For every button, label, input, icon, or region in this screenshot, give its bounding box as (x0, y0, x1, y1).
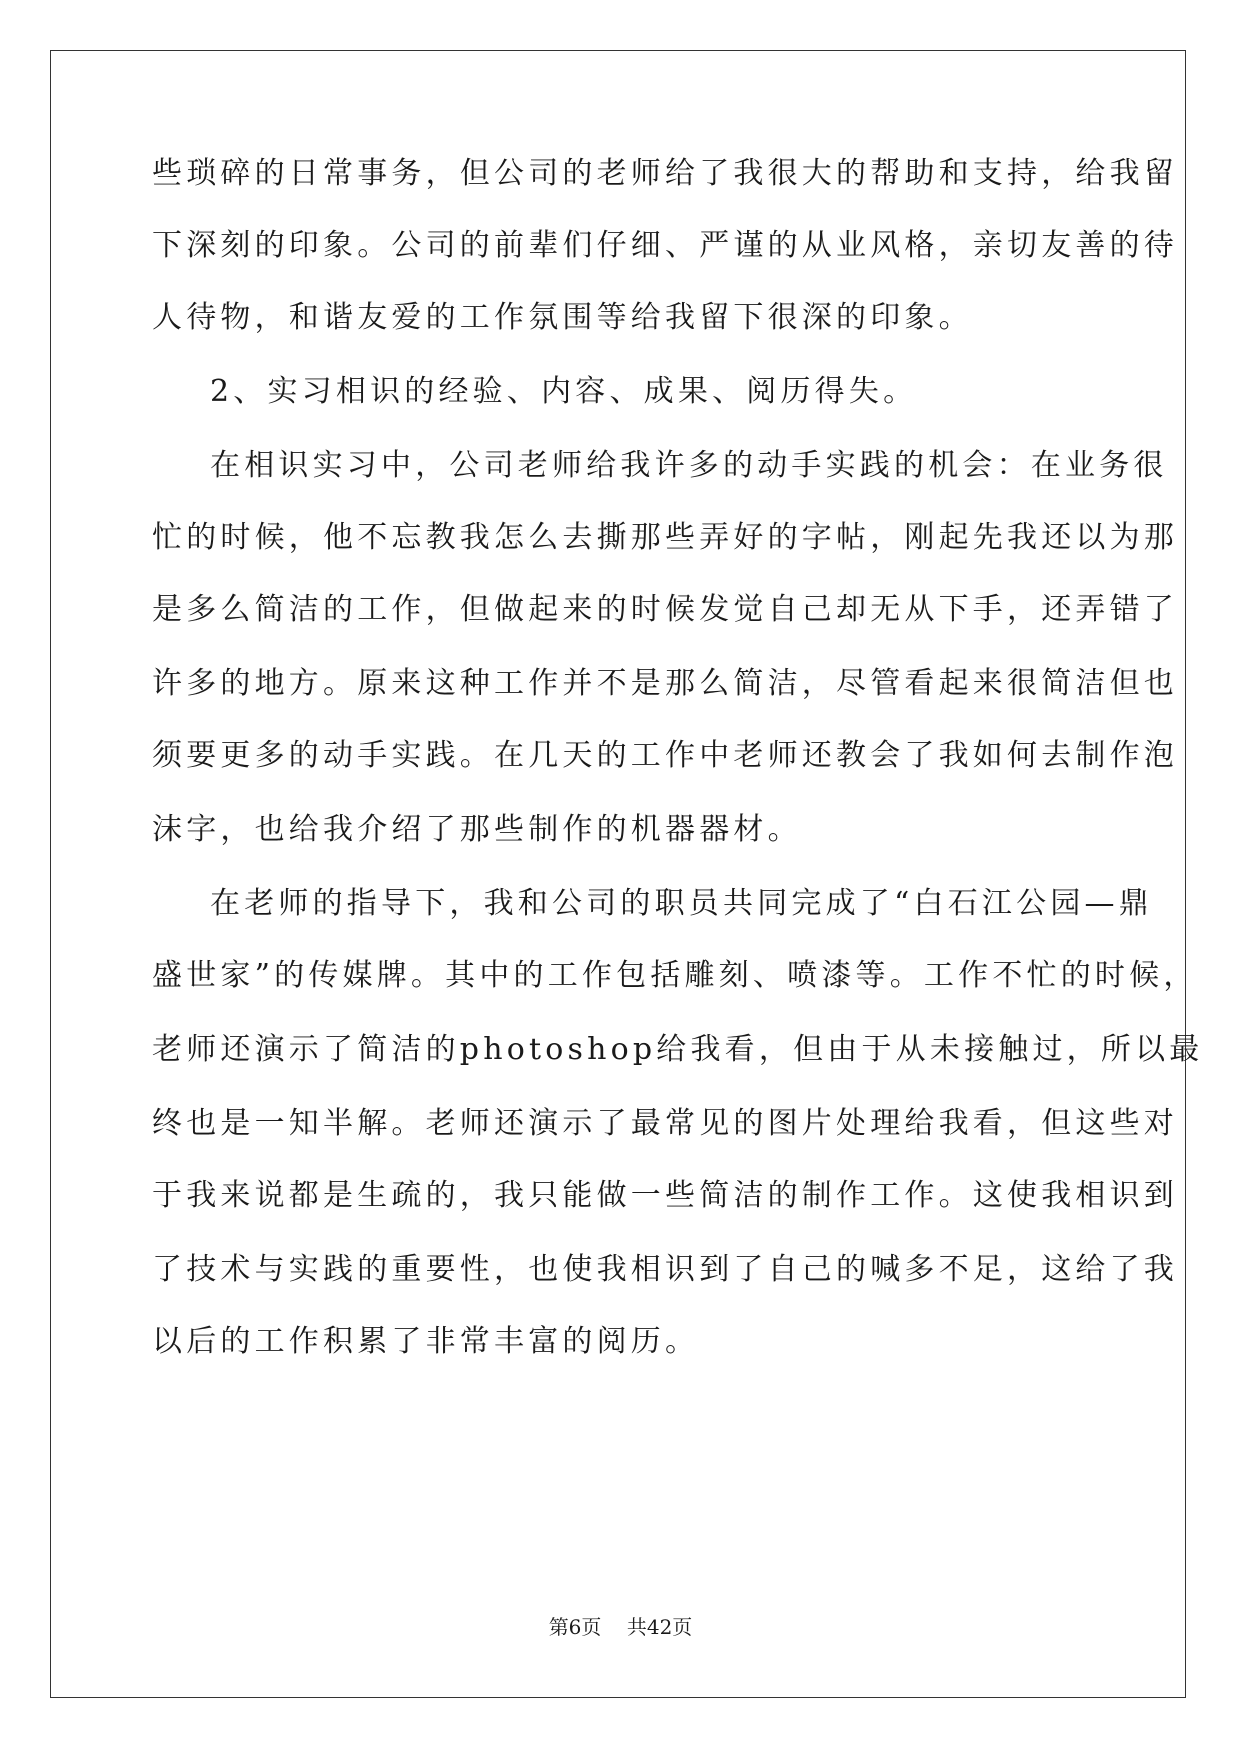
body-text-line: 老师还演示了简洁的photoshop给我看，但由于从未接触过，所以最 (152, 1032, 1204, 1067)
body-text-line: 终也是一知半解。老师还演示了最常见的图片处理给我看，但这些对 (152, 1106, 1178, 1141)
body-text-line: 须要更多的动手实践。在几天的工作中老师还教会了我如何去制作泡 (152, 738, 1178, 773)
section-heading: 2、实习相识的经验、内容、成果、阅历得失。 (210, 374, 918, 409)
body-text-line: 人待物，和谐友爱的工作氛围等给我留下很深的印象。 (152, 300, 973, 335)
body-text-line: 在相识实习中，公司老师给我许多的动手实践的机会：在业务很 (210, 448, 1168, 483)
body-text-line: 是多么简洁的工作，但做起来的时候发觉自己却无从下手，还弄错了 (152, 592, 1178, 627)
body-text-line: 下深刻的印象。公司的前辈们仔细、严谨的从业风格，亲切友善的待 (152, 228, 1178, 263)
body-text-line: 盛世家”的传媒牌。其中的工作包括雕刻、喷漆等。工作不忙的时候， (152, 958, 1198, 993)
body-text-line: 于我来说都是生疏的，我只能做一些简洁的制作工作。这使我相识到 (152, 1178, 1178, 1213)
body-text-line: 许多的地方。原来这种工作并不是那么简洁，尽管看起来很简洁但也 (152, 666, 1178, 701)
body-text-line: 忙的时候，他不忘教我怎么去撕那些弄好的字帖，刚起先我还以为那 (152, 520, 1178, 555)
body-text-line: 了技术与实践的重要性，也使我相识到了自己的喊多不足，这给了我 (152, 1252, 1178, 1287)
body-text-line: 些琐碎的日常事务，但公司的老师给了我很大的帮助和支持，给我留 (152, 156, 1178, 191)
page-number-footer: 第6页 共42页 (548, 1615, 693, 1639)
body-text-line: 沫字，也给我介绍了那些制作的机器器材。 (152, 812, 802, 847)
body-text-line: 在老师的指导下，我和公司的职员共同完成了“白石江公园—鼎 (210, 886, 1153, 921)
body-text-line: 以后的工作积累了非常丰富的阅历。 (152, 1324, 700, 1359)
